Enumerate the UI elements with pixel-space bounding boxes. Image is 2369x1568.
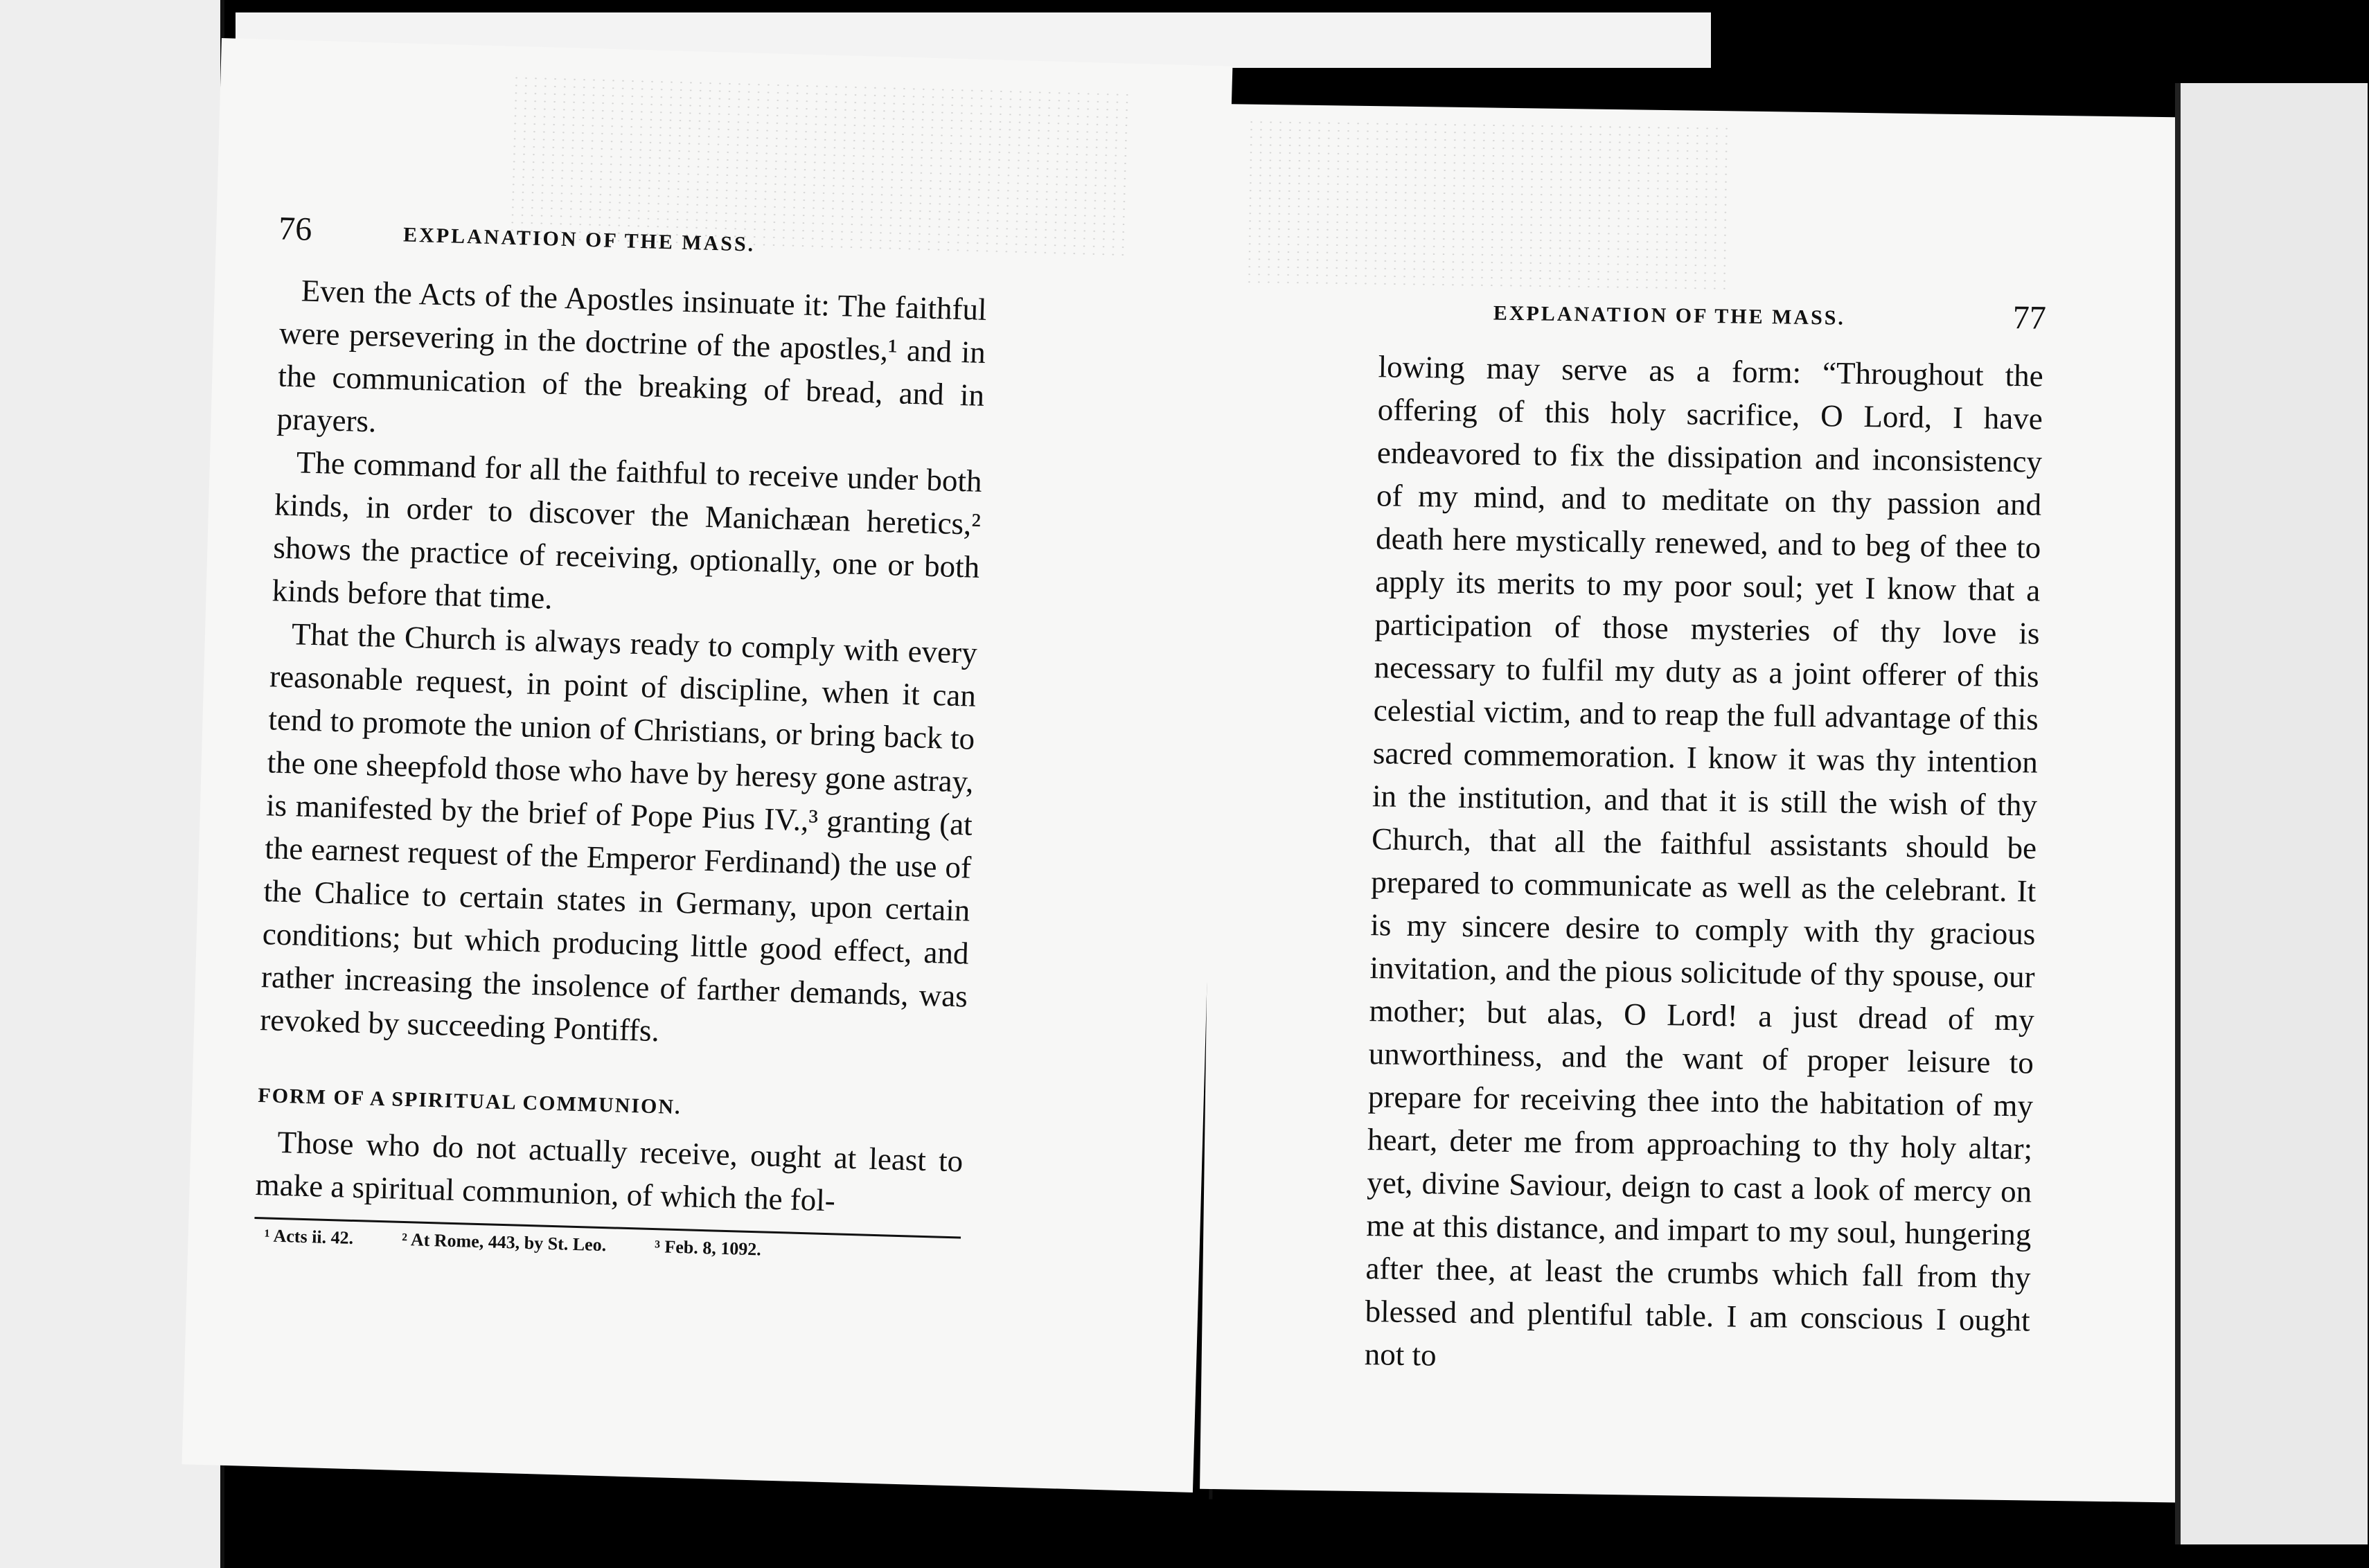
footnote-1: ¹ Acts ii. 42. [264,1225,354,1248]
footnote-2: ² At Rome, 443, by St. Leo. [401,1229,607,1256]
left-paragraph-1: Even the Acts of the Apostles insinuate it: The faithful were persevering in the doctrine of the apostles,¹ and in the communication of the breaking of bread, and in prayers. [276,273,988,439]
left-page [181,38,1232,1493]
footnote-3: ³ Feb. 8, 1092. [654,1236,762,1260]
right-page [1200,104,2327,1504]
section-paragraph: Those who do not actually receive, ought at least to make a spiritual communion, of which the fol- [255,1124,964,1218]
left-paragraph-3: That the Church is always ready to comply with every reasonable request, in point of discipline, when it can tend to promote the union of Christians, or bring back to the one sheepfold those who have by heresy gone astray, is manifested by the brief of Pope Pius IV.,³ granting (at the earnest request of the Emperor Ferdinand) the use of the Chalice to certain states in Germany, upon certain conditions; but which producing little good effect, and rather increasing the insolence of farther demands, was revoked by succeeding Pontiffs. [259,616,978,1049]
left-page-number: 76 [278,210,313,248]
left-paragraph-2: The command for all the faithful to receive under both kinds, in order to discover the Manichæan heretics,² shows the practice of receiving, optionally, one or both kinds before that time. [272,445,983,616]
right-page-number: 77 [2012,299,2047,337]
right-paragraph: lowing may serve as a form: “Throughout the offering of this holy sacrifice, O Lord, I have endeavored to fix the dissipation and inconsistency of my mind, and to meditate on thy passion and death here mystically renewed, and to beg of thee to apply its merits to my poor soul; yet I know that a participation of those mysteries of thy love is necessary to fulfil my duty as a joint offerer of this celestial victim, and to reap the full advantage of this sacred commemoration. I know it was thy intention in the institution, and that it is still the wish of thy Church, that all the faithful assistants should be prepared to communicate as well as the celebrant. It is my sincere desire to comply with thy gracious invitation, and the pious solicitude of thy spouse, our mother; but alas, O Lord! a just dread of my unworthiness, and the want of proper leisure to prepare for receiving thee into the habitation of my heart, deter me from approaching to thy holy altar; yet, divine Saviour, deign to cast a look of mercy on me at this distance, and impart to my soul, hungering after thee, at least the crumbs which fall from thy blessed and plentiful table. I am conscious I ought not to [1364,349,2043,1373]
section-heading: FORM OF A SPIRITUAL COMMUNION. [257,1084,682,1119]
right-body-text [1364,345,2043,1384]
right-page-edges [2175,83,2368,1544]
section-body-text [255,1120,964,1225]
right-running-head: EXPLANATION OF THE MASS. [1493,301,1846,330]
left-body-text [260,269,988,1061]
left-running-head: EXPLANATION OF THE MASS. [402,223,756,256]
